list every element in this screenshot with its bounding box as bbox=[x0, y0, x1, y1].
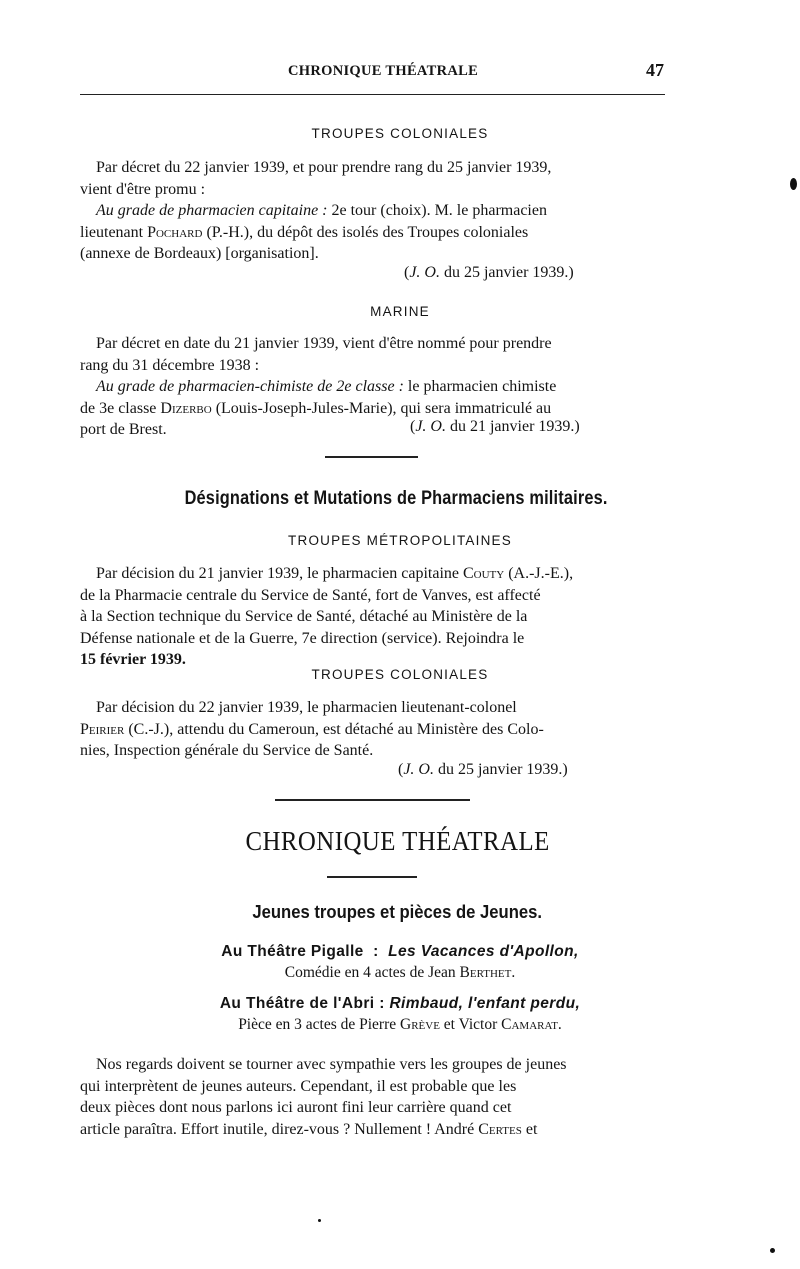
credit-text: Comédie en 4 actes de Jean bbox=[284, 964, 460, 981]
journal-officiel-reference: (J. O. du 25 janvier 1939.) bbox=[404, 264, 574, 281]
play-venue: Au Théâtre Pigalle bbox=[221, 943, 364, 960]
credit-text: . bbox=[511, 964, 516, 981]
jo-date: du 25 janvier 1939.) bbox=[433, 761, 568, 778]
designation-coloniales-paragraph bbox=[80, 697, 665, 762]
text-line: (annexe de Bordeaux) [organisation]. bbox=[80, 245, 319, 262]
section-divider bbox=[275, 799, 470, 801]
text-line: lieutenant bbox=[80, 223, 148, 241]
text-line: deux pièces dont nous parlons ici auront fini leur carrière quand cet bbox=[80, 1099, 512, 1116]
chronique-title: CHRONIQUE THÉATRALE bbox=[245, 826, 550, 856]
text-line: Par décret en date du 21 janvier 1939, vient d'être nommé pour prendre bbox=[96, 335, 552, 352]
credit-text: et Victor bbox=[439, 1016, 502, 1033]
play-2-heading: Au Théâtre de l'Abri : Rimbaud, l'enfant perdu, bbox=[219, 995, 581, 1012]
text-line: (Louis-Joseph-Jules-Marie), qui sera immatriculé au bbox=[211, 399, 552, 417]
scan-speck bbox=[318, 1219, 321, 1222]
text-line: le pharmacien chimiste bbox=[403, 378, 557, 395]
person-name: Dizerbo bbox=[160, 399, 212, 417]
text-line: (C.-J.), attendu du Cameroun, est détaché au Ministère des Colo- bbox=[124, 720, 544, 738]
section-divider bbox=[325, 456, 418, 458]
page-number: 47 bbox=[646, 60, 664, 80]
text-line: de 3e classe bbox=[80, 399, 161, 417]
jo-date: du 21 janvier 1939.) bbox=[445, 418, 580, 435]
play-venue: Au Théâtre de l'Abri bbox=[219, 995, 375, 1012]
title-underline bbox=[327, 876, 417, 878]
designations-title: Désignations et Mutations de Pharmaciens militaires. bbox=[184, 488, 608, 509]
person-name: Peirier bbox=[80, 720, 125, 738]
credit-text: Pièce en 3 actes de Pierre bbox=[238, 1016, 400, 1033]
text-line: (P.-H.), du dépôt des isolés des Troupes coloniales bbox=[202, 223, 529, 241]
chronique-subtitle: Jeunes troupes et pièces de Jeunes. bbox=[252, 901, 543, 922]
text-line: qui interprètent de jeunes auteurs. Cependant, il est probable que les bbox=[80, 1077, 517, 1095]
credit-text: . bbox=[557, 1016, 562, 1033]
play-2-credit bbox=[0, 1016, 800, 1034]
text-line: port de Brest. bbox=[80, 421, 167, 438]
text-line: de la Pharmacie centrale du Service de Santé, fort de Vanves, est affecté bbox=[80, 586, 541, 604]
chronique-body-paragraph bbox=[80, 1054, 665, 1140]
promotion-coloniales-paragraph bbox=[80, 157, 665, 265]
author-name: Grève bbox=[400, 1016, 440, 1033]
journal-officiel-reference: (J. O. du 21 janvier 1939.) bbox=[410, 418, 580, 435]
text-line: 15 février 1939. bbox=[80, 651, 186, 668]
section-heading-marine: MARINE bbox=[370, 304, 430, 319]
person-name: Pochard bbox=[147, 223, 203, 241]
jo-abbrev: J. O. bbox=[409, 264, 440, 281]
text-line: Nos regards doivent se tourner avec sympathie vers les groupes de jeunes bbox=[96, 1056, 567, 1073]
text-line: Défense nationale et de la Guerre, 7e direction (service). Rejoindra le bbox=[80, 629, 525, 647]
play-1-credit bbox=[0, 964, 800, 982]
jo-abbrev: J. O. bbox=[403, 761, 434, 778]
grade-italic: Au grade de pharmacien capitaine : bbox=[96, 202, 328, 219]
jo-abbrev: J. O. bbox=[415, 418, 446, 435]
person-name: Certes bbox=[478, 1120, 522, 1138]
text-line: 2e tour (choix). M. le pharmacien bbox=[327, 202, 547, 219]
text-line: nies, Inspection générale du Service de Santé. bbox=[80, 742, 374, 759]
section-heading-troupes-coloniales-2: TROUPES COLONIALES bbox=[311, 667, 489, 682]
play-title: Les Vacances d'Apollon, bbox=[388, 943, 579, 960]
header-rule bbox=[80, 94, 665, 95]
text-line: (A.-J.-E.), bbox=[504, 565, 574, 582]
scan-speck bbox=[770, 1248, 775, 1253]
running-title: CHRONIQUE THÉATRALE bbox=[288, 63, 479, 79]
grade-italic: Au grade de pharmacien-chimiste de 2e classe : bbox=[96, 378, 404, 395]
author-name: Camarat bbox=[501, 1016, 558, 1033]
scan-speck bbox=[790, 178, 797, 190]
author-name: Berthet bbox=[459, 964, 512, 981]
journal-officiel-reference: (J. O. du 25 janvier 1939.) bbox=[398, 761, 568, 778]
text-line: Par décision du 21 janvier 1939, le pharmacien capitaine bbox=[96, 565, 463, 582]
text-line: Par décret du 22 janvier 1939, et pour prendre rang du 25 janvier 1939, bbox=[96, 159, 552, 176]
play-1-heading: Au Théâtre Pigalle : Les Vacances d'Apollon, bbox=[221, 943, 579, 960]
jo-date: du 25 janvier 1939.) bbox=[439, 264, 574, 281]
text-line: et bbox=[521, 1120, 538, 1138]
designation-metropolitaines-paragraph bbox=[80, 563, 665, 671]
text-line: rang du 31 décembre 1938 : bbox=[80, 356, 260, 374]
section-heading-troupes-coloniales: TROUPES COLONIALES bbox=[311, 126, 489, 141]
text-line: vient d'être promu : bbox=[80, 180, 206, 198]
section-heading-troupes-metropolitaines: TROUPES MÉTROPOLITAINES bbox=[288, 533, 512, 548]
play-title: Rimbaud, l'enfant perdu, bbox=[389, 995, 581, 1012]
text-line: article paraîtra. Effort inutile, direz-vous ? Nullement ! André bbox=[80, 1120, 479, 1138]
text-line: Par décision du 22 janvier 1939, le pharmacien lieutenant-colonel bbox=[96, 699, 517, 716]
person-name: Couty bbox=[462, 565, 505, 582]
text-line: à la Section technique du Service de Santé, détaché au Ministère de la bbox=[80, 608, 528, 625]
